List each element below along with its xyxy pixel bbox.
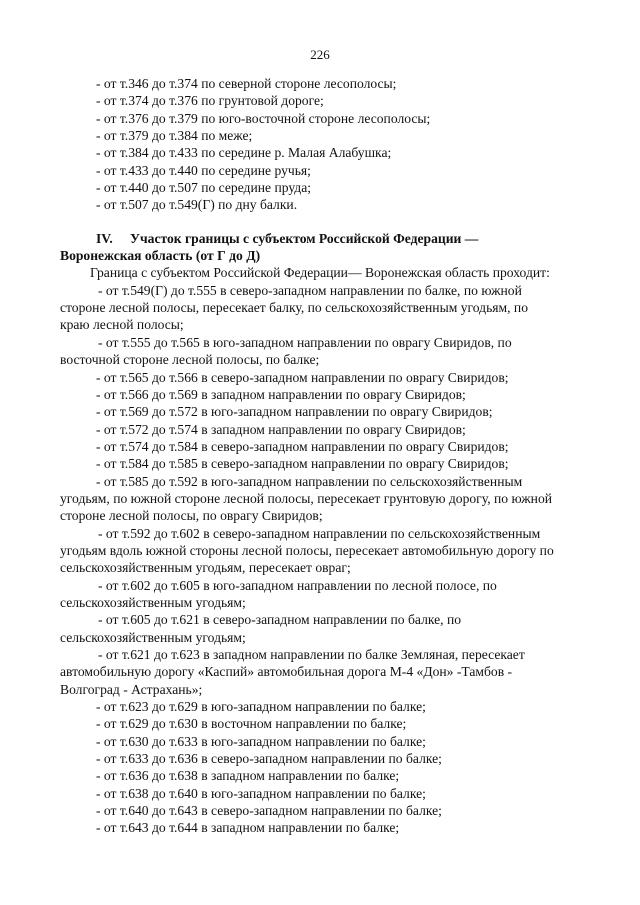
paragraph-line: восточной стороне лесной полосы, по балке; bbox=[60, 352, 320, 368]
paragraph-line: - от т.592 до т.602 в северо-западном направлении по сельскохозяйственным bbox=[98, 525, 541, 541]
list-item: - от т.643 до т.644 в западном направлении по балке; bbox=[96, 820, 400, 836]
paragraph-line: стороне лесной полосы, пересекает балку, по сельскохозяйственным угодьям, по bbox=[60, 300, 528, 316]
list-item: - от т.374 до т.376 по грунтовой дороге; bbox=[96, 93, 324, 109]
document-body bbox=[60, 75, 615, 837]
paragraph-line: автомобильную дорогу «Каспий» автомобильная дорога М-4 «Дон» -Тамбов - bbox=[60, 664, 513, 680]
paragraph-line: - от т.549(Г) до т.555 в северо-западном направлении по балке, по южной bbox=[98, 282, 522, 298]
paragraph-line: стороне лесной полосы, по оврагу Свиридов; bbox=[60, 508, 323, 524]
paragraph-line: - от т.602 до т.605 в юго-западном направлении по лесной полосе, по bbox=[98, 577, 497, 593]
section-title-line2: Воронежская область (от Г до Д) bbox=[60, 248, 261, 264]
list-item: - от т.384 до т.433 по середине р. Малая Алабушка; bbox=[96, 145, 392, 161]
list-item: - от т.507 до т.549(Г) по дну балки. bbox=[96, 197, 298, 213]
paragraph-line: - от т.605 до т.621 в северо-западном направлении по балке, по bbox=[98, 612, 462, 628]
paragraph-line: Волгоград - Астрахань»; bbox=[60, 681, 203, 697]
paragraph-line: угодьям вдоль южной стороны лесной полосы, пересекает автомобильную дорогу по bbox=[60, 542, 554, 558]
list-item: - от т.638 до т.640 в юго-западном направлении по балке; bbox=[96, 785, 426, 801]
list-item: - от т.584 до т.585 в северо-западном направлении по оврагу Свиридов; bbox=[96, 456, 509, 472]
intro-paragraph: Граница с субъектом Российской Федерации— Воронежская область проходит: bbox=[90, 265, 550, 281]
list-item: - от т.629 до т.630 в восточном направлении по балке; bbox=[96, 716, 407, 732]
paragraph-line: краю лесной полосы; bbox=[60, 317, 184, 333]
list-item: - от т.376 до т.379 по юго-восточной стороне лесополосы; bbox=[96, 110, 431, 126]
paragraph-line: угодьям, по южной стороне лесной полосы, пересекает грунтовую дорогу, по южной bbox=[60, 490, 553, 506]
section-heading bbox=[60, 230, 615, 247]
list-item: - от т.565 до т.566 в северо-западном направлении по оврагу Свиридов; bbox=[96, 369, 509, 385]
list-item: - от т.640 до т.643 в северо-западном направлении по балке; bbox=[96, 803, 442, 819]
paragraph-line: - от т.585 до т.592 в юго-западном направлении по сельскохозяйственным bbox=[96, 473, 523, 489]
section-title-line1: Участок границы с субъектом Российской Федерации — bbox=[130, 230, 479, 246]
list-item: - от т.572 до т.574 в западном направлении по оврагу Свиридов; bbox=[96, 421, 466, 437]
list-item: - от т.633 до т.636 в северо-западном направлении по балке; bbox=[96, 751, 442, 767]
paragraph-line: сельскохозяйственным угодьям, пересекает овраг; bbox=[60, 560, 351, 576]
list-item: - от т.346 до т.374 по северной стороне лесополосы; bbox=[96, 76, 397, 91]
paragraph-line: - от т.555 до т.565 в юго-западном направлении по оврагу Свиридов, по bbox=[98, 334, 512, 350]
list-item: - от т.630 до т.633 в юго-западном направлении по балке; bbox=[96, 733, 426, 749]
page-number: 226 bbox=[310, 47, 330, 62]
paragraph-line: сельскохозяйственным угодьям; bbox=[60, 594, 246, 610]
section-numeral: IV. bbox=[96, 230, 113, 246]
list-item: - от т.440 до т.507 по середине пруда; bbox=[96, 180, 312, 196]
list-item: - от т.566 до т.569 в западном направлении по оврагу Свиридов; bbox=[96, 386, 466, 402]
paragraph-line: сельскохозяйственным угодьям; bbox=[60, 629, 246, 645]
list-item: - от т.636 до т.638 в западном направлении по балке; bbox=[96, 768, 400, 784]
list-item: - от т.433 до т.440 по середине ручья; bbox=[96, 162, 311, 178]
paragraph-line: - от т.621 до т.623 в западном направлении по балке Земляная, пересекает bbox=[98, 647, 525, 662]
list-item: - от т.379 до т.384 по меже; bbox=[96, 128, 253, 144]
list-item: - от т.569 до т.572 в юго-западном направлении по оврагу Свиридов; bbox=[96, 404, 493, 420]
list-item: - от т.623 до т.629 в юго-западном направлении по балке; bbox=[96, 699, 426, 715]
list-item: - от т.574 до т.584 в северо-западном направлении по оврагу Свиридов; bbox=[96, 438, 509, 454]
